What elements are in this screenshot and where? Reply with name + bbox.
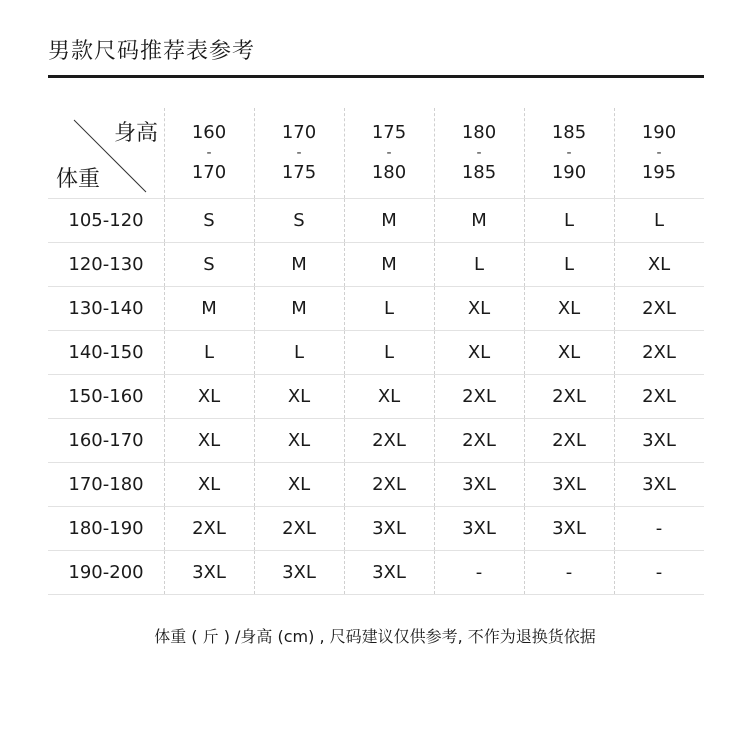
size-cell: XL: [254, 419, 344, 462]
table-row: [48, 507, 704, 551]
table-row: [48, 287, 704, 331]
size-cell: L: [164, 331, 254, 374]
height-to: 195: [641, 162, 677, 183]
weight-range-cell: 120-130: [68, 254, 144, 275]
height-from: 185: [551, 122, 587, 143]
table-row: [48, 375, 704, 419]
size-cell: 2XL: [434, 375, 524, 418]
page-title: 男款尺码推荐表参考: [48, 39, 256, 64]
size-cell: -: [434, 551, 524, 594]
size-cell: L: [344, 287, 434, 330]
height-range-header: [344, 108, 434, 198]
size-cell: 3XL: [344, 551, 434, 594]
size-cell: M: [254, 243, 344, 286]
table-row: [48, 199, 704, 243]
size-cell: XL: [344, 375, 434, 418]
range-separator: -: [206, 145, 212, 161]
weight-range-cell: 105-120: [68, 210, 144, 231]
size-cell: -: [524, 551, 614, 594]
size-cell: 2XL: [524, 375, 614, 418]
table-row: [48, 243, 704, 287]
height-range-header: [164, 108, 254, 198]
size-cell: M: [254, 287, 344, 330]
range-separator: -: [296, 145, 302, 161]
size-cell: M: [344, 199, 434, 242]
size-cell: -: [614, 551, 704, 594]
table-row: [48, 551, 704, 595]
size-cell: 3XL: [344, 507, 434, 550]
size-cell: 3XL: [434, 463, 524, 506]
size-cell: XL: [164, 419, 254, 462]
weight-range-cell: 150-160: [68, 386, 144, 407]
height-range-header: [614, 108, 704, 198]
height-axis-label: 身高: [113, 121, 158, 146]
height-range-header: [524, 108, 614, 198]
corner-cell: [48, 108, 164, 198]
table-header-row: [48, 108, 704, 199]
range-separator: -: [476, 145, 482, 161]
size-cell: 2XL: [524, 419, 614, 462]
range-separator: -: [656, 145, 662, 161]
size-cell: 2XL: [344, 463, 434, 506]
size-chart-table: [48, 108, 704, 595]
size-cell: L: [344, 331, 434, 374]
size-cell: 3XL: [254, 551, 344, 594]
size-cell: 2XL: [434, 419, 524, 462]
size-cell: S: [164, 199, 254, 242]
size-cell: XL: [254, 375, 344, 418]
size-cell: 2XL: [614, 375, 704, 418]
height-from: 170: [281, 122, 317, 143]
height-to: 190: [551, 162, 587, 183]
weight-range-cell: 190-200: [68, 562, 144, 583]
table-row: [48, 463, 704, 507]
height-to: 175: [281, 162, 317, 183]
size-cell: XL: [614, 243, 704, 286]
height-from: 160: [191, 122, 227, 143]
size-cell: 2XL: [164, 507, 254, 550]
size-cell: XL: [164, 375, 254, 418]
size-cell: L: [434, 243, 524, 286]
size-cell: M: [164, 287, 254, 330]
size-cell: M: [434, 199, 524, 242]
size-cell: XL: [434, 287, 524, 330]
size-cell: 3XL: [524, 507, 614, 550]
size-cell: 2XL: [254, 507, 344, 550]
table-row: [48, 331, 704, 375]
weight-range-cell: 160-170: [68, 430, 144, 451]
size-cell: L: [524, 243, 614, 286]
weight-range-cell: 180-190: [68, 518, 144, 539]
weight-range-cell: 140-150: [68, 342, 144, 363]
weight-range-cell: 130-140: [68, 298, 144, 319]
size-cell: S: [164, 243, 254, 286]
range-separator: -: [386, 145, 392, 161]
size-cell: 3XL: [614, 463, 704, 506]
size-cell: XL: [524, 331, 614, 374]
title-divider: [48, 75, 704, 78]
weight-axis-label: 体重: [56, 167, 101, 192]
height-range-header: [254, 108, 344, 198]
height-range-header: [434, 108, 524, 198]
size-cell: L: [614, 199, 704, 242]
range-separator: -: [566, 145, 572, 161]
size-cell: 3XL: [434, 507, 524, 550]
size-cell: L: [524, 199, 614, 242]
size-cell: XL: [164, 463, 254, 506]
size-cell: XL: [434, 331, 524, 374]
size-cell: XL: [254, 463, 344, 506]
size-cell: 3XL: [524, 463, 614, 506]
size-cell: 2XL: [614, 287, 704, 330]
weight-range-cell: 170-180: [68, 474, 144, 495]
size-cell: 3XL: [614, 419, 704, 462]
disclaimer-footnote: 体重 ( 斤 ) /身高 (cm) , 尺码建议仅供参考, 不作为退换货依据: [154, 627, 596, 646]
height-from: 180: [461, 122, 497, 143]
size-cell: L: [254, 331, 344, 374]
size-cell: 3XL: [164, 551, 254, 594]
height-from: 175: [371, 122, 407, 143]
size-cell: M: [344, 243, 434, 286]
height-from: 190: [641, 122, 677, 143]
size-cell: 2XL: [344, 419, 434, 462]
size-cell: XL: [524, 287, 614, 330]
size-cell: S: [254, 199, 344, 242]
height-to: 180: [371, 162, 407, 183]
table-row: [48, 419, 704, 463]
size-cell: -: [614, 507, 704, 550]
height-to: 185: [461, 162, 497, 183]
height-to: 170: [191, 162, 227, 183]
size-cell: 2XL: [614, 331, 704, 374]
